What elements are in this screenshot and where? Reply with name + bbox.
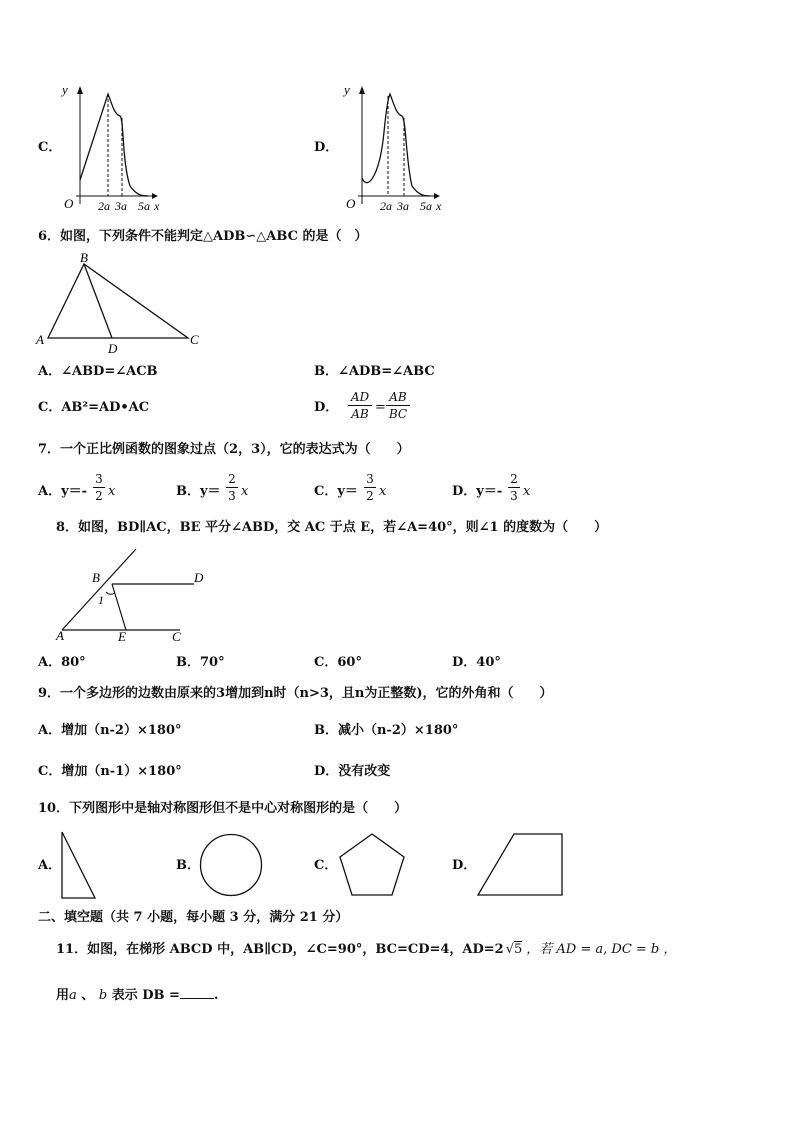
q7-option-a-var: x — [108, 484, 116, 499]
tick-2a: 2a — [98, 199, 110, 213]
q10-option-b-label: B． — [176, 858, 200, 873]
svg-text:2a: 2a — [380, 199, 392, 213]
point-b: B — [92, 570, 100, 585]
q7-option-b-label: B．y＝ — [176, 484, 221, 499]
origin-label: O — [64, 196, 74, 211]
q7-option-b-fraction: 2 3 — [226, 472, 238, 503]
q7-option-c-fraction: 3 2 — [364, 472, 376, 503]
option-c-label: C． — [38, 140, 62, 155]
q10-pentagon-shape — [336, 832, 408, 898]
q7-option-d-fraction: 2 3 — [508, 472, 520, 503]
q7-option-a-fraction: 3 2 — [93, 472, 105, 503]
q7-stem: 7．一个正比例函数的图象过点（2，3），它的表达式为（ ） — [38, 442, 410, 457]
q7-option-b-var: x — [241, 484, 249, 499]
point-a: A — [56, 628, 64, 643]
axis-y-label: y — [62, 82, 68, 97]
q11-express-text: 表示 DB = — [107, 988, 180, 1003]
q10-option-c-label: C． — [314, 858, 338, 873]
point-e: E — [118, 629, 126, 644]
q10-trapezoid-shape — [474, 832, 566, 898]
q8-parallel-lines-figure — [52, 544, 212, 646]
q7-option-c-label: C．y＝ — [314, 484, 358, 499]
q9-option-d: D．没有改变 — [314, 764, 391, 779]
svg-text:y: y — [344, 82, 350, 97]
q9-option-a: A．增加（n-2）×180° — [38, 723, 182, 738]
q9-option-b: B．减小（n-2）×180° — [314, 723, 459, 738]
sqrt-radicand: 5 — [514, 942, 523, 957]
q10-circle-shape — [198, 832, 264, 898]
q10-option-a-label: A． — [38, 858, 62, 873]
answer-blank[interactable] — [180, 986, 214, 999]
q6-option-d-label: D． — [314, 400, 339, 415]
q7-option-d-label: D．y＝- — [452, 484, 503, 499]
point-b: B — [80, 250, 88, 265]
vector-b: b — [98, 988, 108, 1003]
q7-option-a-label: A．y＝- — [38, 484, 88, 499]
point-d: D — [108, 341, 118, 356]
axis-x-label: x — [154, 199, 160, 213]
q6-fraction-1: AD AB — [348, 390, 372, 421]
q6-equals: = — [375, 400, 386, 415]
q6-stem: 6．如图，下列条件不能判定△ADB∽△ABC 的是（ ） — [38, 229, 368, 244]
q6-option-a: A．∠ABD=∠ACB — [38, 364, 158, 379]
q9-stem: 9．一个多边形的边数由原来的3增加到n时（n>3，且n为正整数)，它的外角和（ ） — [38, 686, 553, 701]
q6-option-b: B．∠ADB=∠ABC — [314, 364, 435, 379]
q6-option-c: C．AB²=AD•AC — [38, 400, 150, 415]
sqrt-symbol: √ — [505, 942, 514, 957]
svg-text:3a: 3a — [397, 199, 409, 213]
graph-option-c — [58, 82, 158, 214]
q11-vector-condition: ，若 AD = a, DC = b ， — [526, 942, 677, 957]
point-d: D — [194, 570, 204, 585]
point-c: C — [172, 629, 181, 644]
option-d-label: D． — [314, 140, 339, 155]
q11-line-1 — [56, 942, 676, 958]
q9-option-c: C．增加（n-1）×180° — [38, 764, 182, 779]
angle-1: 1 — [98, 593, 104, 607]
q11-period: . — [213, 988, 219, 1003]
q11-stem: 11．如图，在梯形 ABCD 中，AB∥CD，∠C=90°，BC=CD=4，AD=2 — [56, 942, 504, 957]
point-c: C — [190, 332, 199, 347]
q11-line-2 — [56, 986, 218, 1004]
svg-text:5a: 5a — [420, 199, 432, 213]
tick-3a: 3a — [115, 199, 127, 213]
graph-option-d — [340, 82, 440, 214]
svg-text:x: x — [436, 199, 442, 213]
q10-option-d-label: D． — [452, 858, 477, 873]
section-2-title: 二、填空题（共 7 小题，每小题 3 分，满分 21 分） — [38, 910, 349, 925]
tick-5a: 5a — [138, 199, 150, 213]
vector-a: a — [69, 988, 77, 1003]
svg-text:O: O — [346, 196, 356, 211]
q10-right-triangle-shape — [58, 830, 98, 900]
q7-option-d-var: x — [523, 484, 531, 499]
q8-option-a: A．80° — [38, 655, 86, 670]
q8-stem: 8．如图，BD∥AC，BE 平分∠ABD，交 AC 于点 E，若∠A=40°，则∠1 的度数为（ ） — [56, 520, 608, 535]
point-a: A — [36, 332, 44, 347]
q10-stem: 10．下列图形中是轴对称图形但不是中心对称图形的是（ ） — [38, 801, 408, 816]
q8-option-b: B．70° — [176, 655, 225, 670]
q7-option-c-var: x — [379, 484, 387, 499]
q6-triangle-figure — [36, 250, 206, 355]
q11-separator: 、 — [76, 988, 99, 1003]
q8-option-d: D．40° — [452, 655, 501, 670]
q6-fraction-2: AB BC — [386, 390, 410, 421]
q8-option-c: C．60° — [314, 655, 362, 670]
q11-use-text: 用 — [56, 988, 70, 1003]
